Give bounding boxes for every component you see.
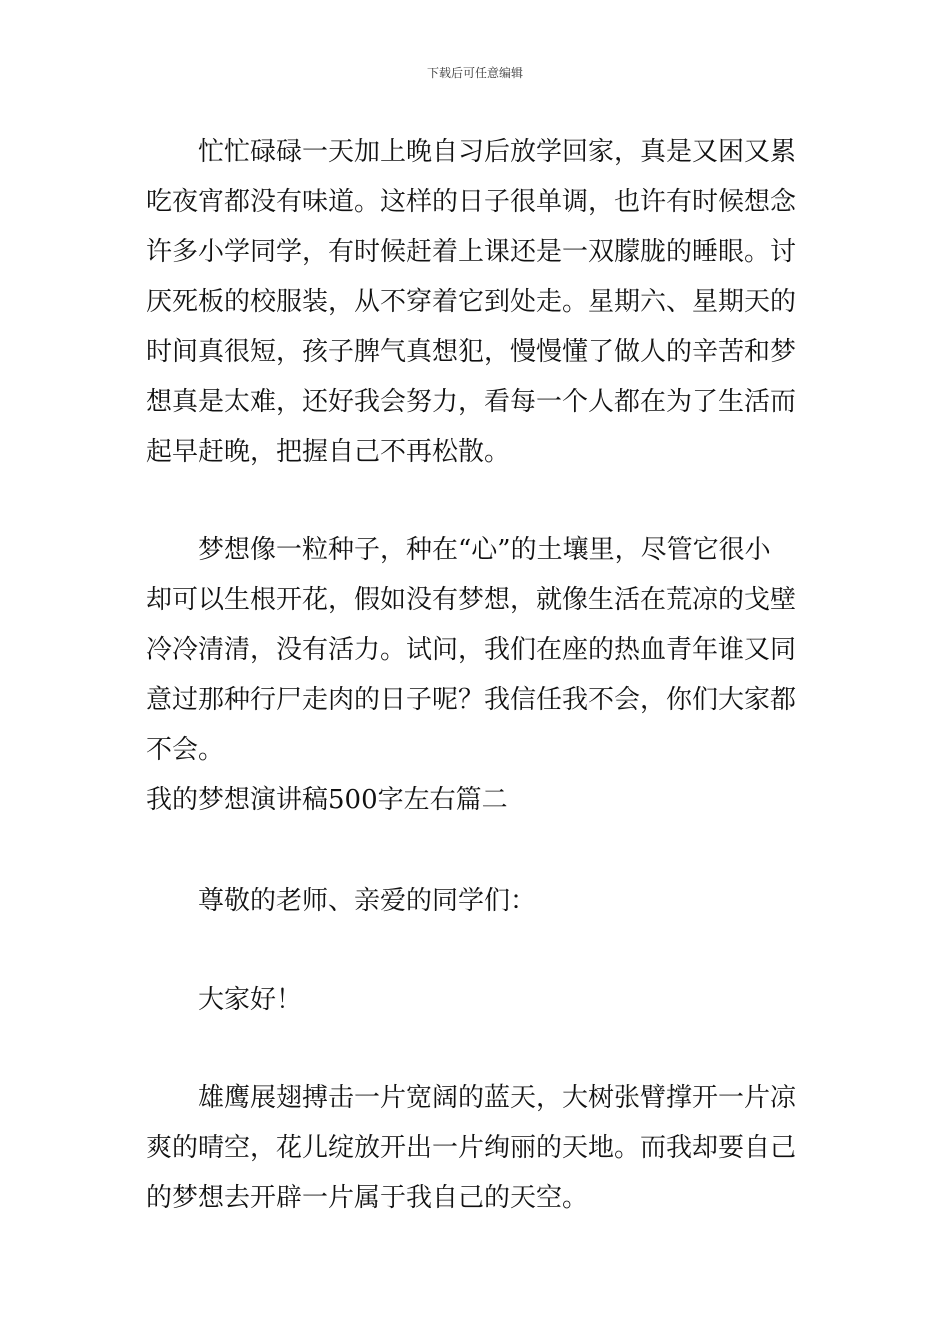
paragraph-line: 许多小学同学，有时候赶着上课还是一双朦胧的睡眼。讨: [146, 237, 797, 267]
paragraph-greeting: [146, 975, 808, 1025]
paragraph-2: [146, 525, 808, 775]
paragraph-line: 雄鹰展翅搏击一片宽阔的蓝天，大树张臂撑开一片凉: [198, 1083, 797, 1113]
paragraph-line: 爽的晴空，花儿绽放开出一片绚丽的天地。而我却要自己: [146, 1133, 797, 1163]
paragraph-line: 时间真很短，孩子脾气真想犯，慢慢懂了做人的辛苦和梦: [146, 337, 797, 367]
paragraph-line: 想真是太难，还好我会努力，看每一个人都在为了生活而: [146, 387, 797, 417]
paragraph-line: 的梦想去开辟一片属于我自己的天空。: [146, 1183, 589, 1213]
page-header-note: 下载后可任意编辑: [426, 66, 523, 80]
paragraph-line: 忙忙碌碌一天加上晚自习后放学回家，真是又困又累: [198, 137, 797, 167]
paragraph-line: 起早赶晚，把握自己不再松散。: [146, 437, 511, 467]
paragraph-line: 冷冷清清，没有活力。试问，我们在座的热血青年谁又同: [146, 635, 797, 665]
paragraph-line: 大家好！: [198, 985, 303, 1015]
section-heading: [146, 775, 808, 825]
paragraph-line: 尊敬的老师、亲爱的同学们：: [198, 886, 537, 916]
section-heading-text: 我的梦想演讲稿500字左右篇二: [146, 785, 508, 815]
paragraph-1: [146, 127, 808, 477]
paragraph-line: 意过那种行尸走肉的日子呢？我信任我不会，你们大家都: [146, 685, 797, 715]
paragraph-salutation: [146, 876, 808, 926]
paragraph-line: 却可以生根开花，假如没有梦想，就像生活在荒凉的戈壁: [146, 585, 797, 615]
paragraph-line: 吃夜宵都没有味道。这样的日子很单调，也许有时候想念: [146, 187, 797, 217]
paragraph-line: 厌死板的校服装，从不穿着它到处走。星期六、星期天的: [146, 287, 797, 317]
paragraph-line: 不会。: [146, 735, 225, 765]
paragraph-line: 梦想像一粒种子，种在“心”的土壤里，尽管它很小: [198, 535, 771, 565]
paragraph-5: [146, 1073, 808, 1223]
